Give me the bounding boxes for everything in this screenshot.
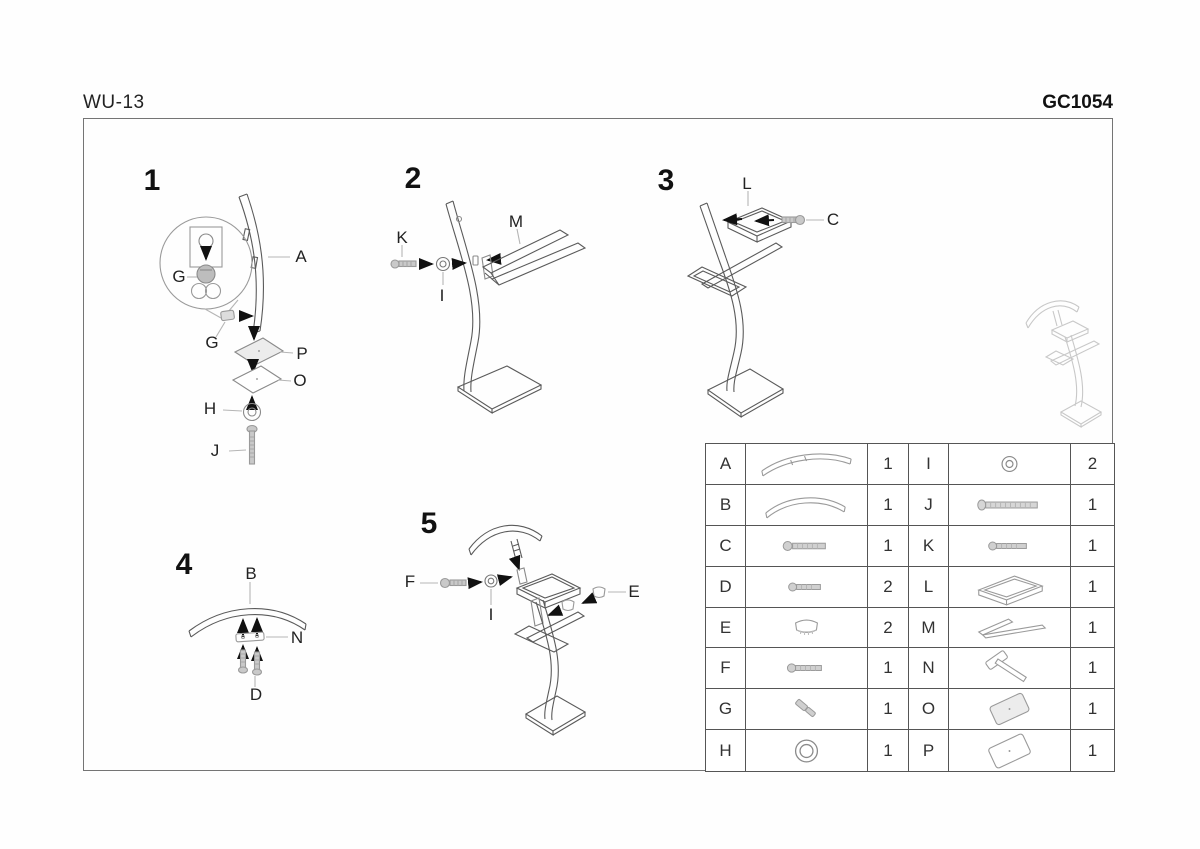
step-1-number: 1 bbox=[143, 164, 161, 197]
part-letter: I bbox=[909, 444, 949, 485]
step-2-number: 2 bbox=[404, 162, 422, 195]
step-4-label-n: N bbox=[290, 628, 304, 647]
step-3-number: 3 bbox=[657, 164, 675, 197]
part-qty: 2 bbox=[868, 567, 909, 608]
part-qty: 1 bbox=[1087, 740, 1098, 760]
step-4-diagram bbox=[189, 582, 306, 687]
step-1-label-g-part: G bbox=[205, 333, 219, 352]
short-bolt-icon bbox=[746, 567, 868, 608]
tray-icon bbox=[949, 567, 1071, 608]
part-letter: B bbox=[706, 485, 746, 526]
part-letter: G bbox=[706, 689, 746, 730]
part-letter: D bbox=[706, 567, 746, 608]
step-1-label-g-inset: G bbox=[172, 267, 186, 286]
rail-rack-icon bbox=[949, 608, 1071, 649]
step-2-label-m: M bbox=[508, 212, 524, 231]
ring-washer-icon bbox=[746, 730, 868, 771]
part-letter: A bbox=[706, 444, 746, 485]
part-letter: K bbox=[909, 526, 949, 567]
part-letter: L bbox=[909, 567, 949, 608]
curved-arch-icon bbox=[746, 485, 868, 526]
part-qty: 1 bbox=[1071, 608, 1114, 649]
part-letter: C bbox=[706, 526, 746, 567]
part-letter: J bbox=[909, 485, 949, 526]
part-qty: 2 bbox=[868, 608, 909, 649]
step-2-label-i: I bbox=[439, 286, 445, 305]
part-qty: 2 bbox=[1071, 444, 1114, 485]
part-qty: 1 bbox=[1071, 648, 1114, 689]
step-1-label-a: A bbox=[295, 247, 307, 266]
part-qty: 1 bbox=[1071, 526, 1114, 567]
part-qty: 1 bbox=[868, 444, 909, 485]
cam-lock-icon bbox=[746, 689, 868, 730]
model-number: WU-13 bbox=[83, 92, 145, 113]
part-letter: P bbox=[909, 730, 949, 771]
step-3-diagram bbox=[688, 191, 824, 417]
plate-icon bbox=[949, 689, 1071, 730]
part-letter: O bbox=[909, 689, 949, 730]
step-1-label-o: O bbox=[293, 371, 307, 390]
part-letter: N bbox=[909, 648, 949, 689]
step-4-label-b: B bbox=[245, 564, 257, 583]
part-qty: 1 bbox=[868, 730, 909, 771]
step-1-diagram bbox=[160, 194, 293, 464]
part-letter: F bbox=[706, 648, 746, 689]
finished-product-preview bbox=[1026, 301, 1101, 427]
end-cap-icon bbox=[746, 608, 868, 649]
part-qty: 1 bbox=[868, 526, 909, 567]
product-code: GC1054 bbox=[1042, 92, 1113, 113]
bolt-icon bbox=[949, 526, 1071, 567]
parts-table bbox=[705, 443, 1115, 772]
curved-pole-icon bbox=[746, 444, 868, 485]
part-qty: 1 bbox=[1071, 567, 1114, 608]
part-qty: 1 bbox=[868, 689, 909, 730]
step-4-number: 4 bbox=[175, 548, 193, 581]
step-5-label-i: I bbox=[488, 605, 494, 624]
part-qty: 1 bbox=[1071, 689, 1114, 730]
part-qty: 1 bbox=[1071, 485, 1114, 526]
step-5-label-f: F bbox=[404, 572, 416, 591]
plate-icon bbox=[949, 730, 1071, 771]
step-5-number: 5 bbox=[420, 507, 438, 540]
long-bolt-icon bbox=[949, 485, 1071, 526]
step-1-label-p: P bbox=[296, 344, 308, 363]
step-1-label-j: J bbox=[210, 441, 220, 460]
part-letter: M bbox=[909, 608, 949, 649]
part-qty: 1 bbox=[868, 485, 909, 526]
step-5-diagram bbox=[420, 525, 626, 735]
step-2-label-k: K bbox=[396, 228, 408, 247]
step-2-diagram bbox=[391, 201, 585, 413]
step-3-label-l: L bbox=[742, 174, 752, 193]
step-5-label-e: E bbox=[628, 582, 640, 601]
step-3-label-c: C bbox=[826, 210, 840, 229]
part-letter: E bbox=[706, 608, 746, 649]
mallet-icon bbox=[949, 648, 1071, 689]
bolt-icon bbox=[746, 648, 868, 689]
part-qty: 1 bbox=[868, 648, 909, 689]
part-letter: H bbox=[706, 730, 746, 771]
step-1-label-h: H bbox=[203, 399, 217, 418]
step-4-label-d: D bbox=[249, 685, 263, 704]
washer-icon bbox=[949, 444, 1071, 485]
bolt-icon bbox=[746, 526, 868, 567]
